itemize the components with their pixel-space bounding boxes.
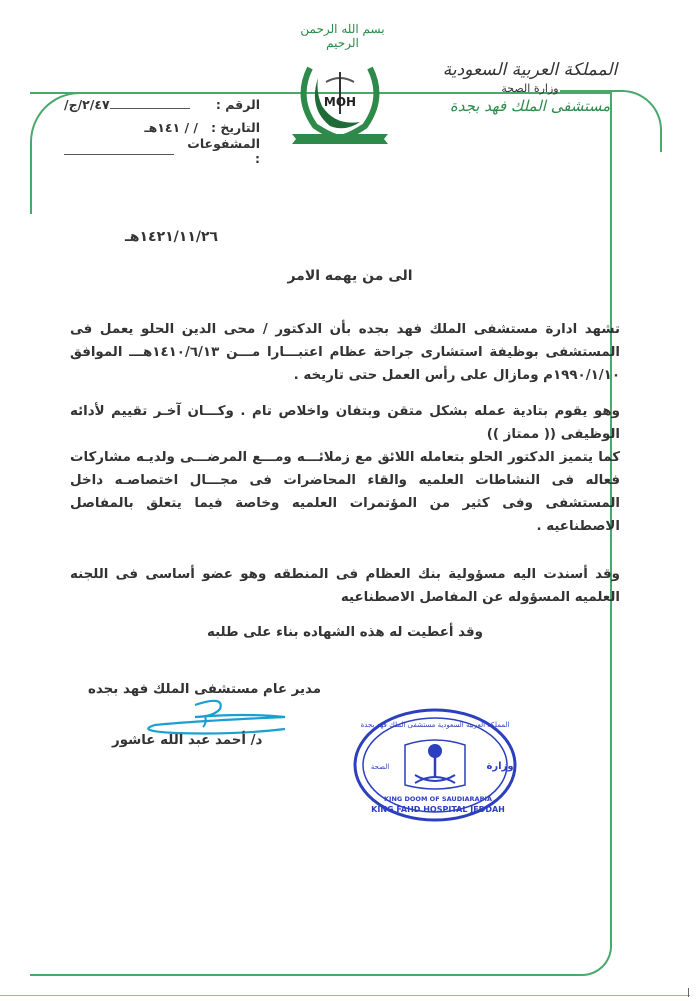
paragraph-text: وهو يقوم بتادية عمله بشكل متقن وبتفان واخلاص تام . وكـــان آخـر تقييم لأدائه الوظيفى (( ممتاز )): [70, 404, 620, 442]
stamp-arabic-right: وزارة: [486, 761, 514, 772]
ministry-logo: [290, 48, 390, 148]
stamp-arabic-top: المملكة العربية السعودية مستشفى الملك فهد بجدة: [360, 721, 510, 729]
signer-title: مدير عام مستشفى الملك فهد بجده: [88, 682, 322, 697]
reference-number-blank: [110, 108, 190, 109]
stamp-english-line-1: KING DOOM OF SAUDIARABIA: [384, 795, 492, 803]
stamp-palm-crown: [428, 744, 442, 758]
kingdom-name: المملكة العربية السعودية: [442, 60, 618, 80]
reference-date-label: التاريخ :: [210, 120, 260, 135]
reference-number-value: [60, 97, 198, 112]
reference-attachments-row: [60, 135, 260, 166]
signature-stroke: [148, 701, 285, 734]
page-corner-mark: [688, 988, 689, 997]
logo-text: MOH: [323, 95, 357, 109]
paragraph-2: [70, 400, 620, 538]
stamp-english-line-2: KING FAHD HOSPITAL JEDDAH: [371, 805, 505, 814]
page-bottom-edge: [0, 995, 690, 996]
paragraph-text: وقد أسندت اليه مسؤولية بنك العظام فى المنطقه وهو عضو أساسى فى اللجنه العلميه المسؤوله عن المفاصل الاصطناعيه: [70, 567, 620, 605]
hospital-name: مستشفى الملك فهد بجدة: [449, 97, 611, 115]
paragraph-text: كما يتميز الدكتور الحلو بتعامله اللائق مع زملائـــه ومـــع المرضـــى ولديـه مشاركات فعاله فى النشاطات العلميه والقاء المحاضرات فى مجـــال اختصاصـه داخل المستشفى وفى كثير من المؤتمرات العلميه وخاصة فيما يتعلق بالمفاصل الاصطناعيه .: [70, 450, 620, 534]
reference-attachments-label: المشفوعات :: [187, 135, 260, 166]
paragraph-3: [70, 563, 620, 609]
closing-line: وقد أعطيت له هذه الشهاده بناء على طلبه: [206, 625, 484, 640]
logo-ribbon-left: [292, 134, 300, 144]
basmala: بسم الله الرحمن الرحيم: [300, 22, 385, 50]
ministry-name: وزارة الصحة: [501, 82, 559, 95]
reference-attachments-value: [60, 143, 198, 158]
letter-title: الى من يهمه الامر: [287, 268, 413, 284]
reference-block: [60, 93, 260, 166]
signer-name: د/ أحمد عبد الله عاشور: [112, 733, 263, 748]
paragraph-1: [70, 318, 620, 387]
stamp-swords: [415, 775, 455, 783]
official-stamp: [350, 705, 520, 825]
stamp-arabic-left: الصحة: [370, 763, 390, 771]
paragraph-text: تشهد ادارة مستشفى الملك فهد بجده بأن الدكتور / محى الدين الحلو يعمل فى المستشفى بوظيفة استشارى جراحة عظام اعتبـــارا مـــن ١٤١٠/٦/١٣هـــ الموافق ١٩٩٠/١/١٠م ومازال على رأس العمل حتى تاريخه .: [70, 322, 620, 383]
reference-number-row: [60, 93, 260, 116]
logo-ribbon-right: [380, 134, 388, 144]
letter-date: ١٤٢١/١١/٢٦هـ: [125, 229, 219, 245]
letterhead-title: [430, 60, 630, 115]
reference-date-value: / / ١٤١هـ: [144, 120, 198, 135]
attachments-blank: [64, 154, 174, 155]
logo-ribbon: [300, 134, 380, 144]
reference-number-label: الرقم :: [215, 97, 260, 112]
reference-number-text: /٢/٤٧/ج: [64, 97, 110, 112]
